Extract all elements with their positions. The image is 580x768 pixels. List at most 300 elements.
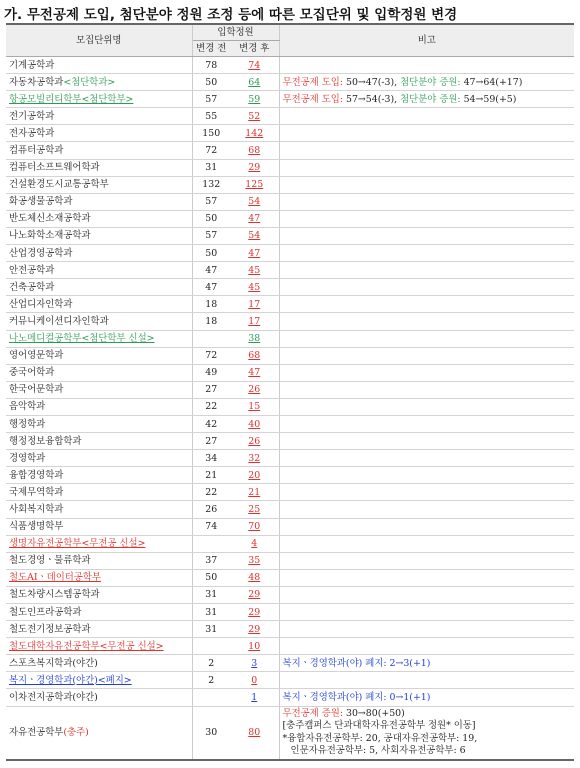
after-value: 45 [248, 281, 261, 293]
table-row [6, 415, 574, 432]
unit-name: 나노화학소재공학과 [9, 230, 91, 242]
unit-name: 스포츠복지학과(야간) [9, 657, 98, 669]
unit-name-cell [6, 74, 192, 91]
remark-line [283, 745, 572, 758]
after-value: 70 [248, 521, 261, 533]
before-cell: 31 [192, 604, 230, 621]
unit-name-suffix: (충주) [63, 727, 89, 739]
table-row [6, 586, 574, 603]
remark-text: 57→54(-3), [345, 93, 401, 105]
remarks-cell [279, 381, 574, 398]
before-cell: 34 [192, 450, 230, 467]
remark-text: 무전공제 증원: [282, 707, 346, 719]
unit-name: 국제무역학과 [9, 486, 64, 498]
remarks-cell [279, 227, 574, 244]
before-cell: 57 [192, 91, 230, 108]
after-cell [230, 159, 279, 176]
after-cell [230, 347, 279, 364]
unit-name: 사회복지학과 [9, 503, 64, 515]
unit-name: 전자공학과 [9, 127, 55, 139]
remark-text: 무전공제 도입: [282, 76, 346, 88]
unit-name: 커뮤니케이션디자인학과 [9, 315, 109, 327]
after-value: 52 [248, 110, 261, 122]
after-value: 74 [248, 59, 261, 71]
table-row [6, 398, 574, 415]
after-cell [230, 604, 279, 621]
remark-text: 인문자유전공학부: 5, 사회자유전공학부: 6 [290, 745, 466, 757]
unit-name-cell [6, 450, 192, 467]
unit-name-cell [6, 586, 192, 603]
after-value: 64 [248, 76, 261, 88]
after-cell [230, 74, 279, 91]
unit-name: 철도전기정보공학과 [9, 623, 91, 635]
after-value: 25 [248, 503, 261, 515]
quota-table [6, 23, 574, 761]
unit-name-cell [6, 535, 192, 552]
before-cell: 150 [192, 125, 230, 142]
unit-name: 건설환경도시교통공학부 [9, 179, 109, 191]
remarks-cell [279, 176, 574, 193]
table-row [6, 142, 574, 159]
table-row [6, 227, 574, 244]
table-body [6, 57, 574, 760]
unit-name: 기계공학과 [9, 59, 55, 71]
after-cell [230, 706, 279, 760]
before-cell: 37 [192, 552, 230, 569]
remark-text: 무전공제 도입: [282, 93, 346, 105]
after-cell [230, 279, 279, 296]
unit-name-cell [6, 552, 192, 569]
unit-name: 행정정보융합학과 [9, 435, 82, 447]
table-row [6, 347, 574, 364]
remarks-cell [279, 193, 574, 210]
unit-name-cell [6, 279, 192, 296]
remarks-cell [279, 604, 574, 621]
after-value: 1 [251, 692, 258, 704]
unit-name-cell [6, 364, 192, 381]
after-value: 21 [248, 486, 261, 498]
after-value: 15 [248, 401, 261, 413]
before-cell: 72 [192, 347, 230, 364]
after-cell [230, 535, 279, 552]
unit-name-cell [6, 245, 192, 262]
table-row [6, 245, 574, 262]
unit-name: 경영학과 [9, 452, 46, 464]
table-row [6, 706, 574, 760]
remarks-cell [279, 142, 574, 159]
remark-text: [충주캠퍼스 단과대학자유전공학부 정원* 이동] [282, 720, 476, 732]
remarks-cell [279, 638, 574, 655]
before-cell: 47 [192, 262, 230, 279]
table-row [6, 74, 574, 91]
remarks-cell [279, 125, 574, 142]
unit-name: 안전공학과 [9, 264, 55, 276]
table-row [6, 655, 574, 672]
after-value: 47 [248, 247, 261, 259]
after-cell [230, 518, 279, 535]
remarks-cell [279, 535, 574, 552]
unit-name-cell [6, 621, 192, 638]
before-cell: 72 [192, 142, 230, 159]
unit-name: 이차전지공학과(야간) [9, 692, 98, 704]
after-cell [230, 501, 279, 518]
unit-name-cell [6, 672, 192, 689]
before-cell: 50 [192, 210, 230, 227]
page-title: 가. 무전공제 도입, 첨단분야 정원 조정 등에 따른 모집단위 및 입학정원 변경 [4, 7, 458, 23]
remarks-cell [279, 347, 574, 364]
unit-name: 행정학과 [9, 418, 46, 430]
after-value: 0 [251, 674, 258, 686]
unit-name: 항공모빌리티학부<첨단학부> [9, 93, 134, 105]
unit-name: 철도대학자유전공학부<무전공 신설> [9, 640, 164, 652]
unit-name-cell [6, 706, 192, 760]
unit-name-cell [6, 689, 192, 706]
before-cell: 57 [192, 227, 230, 244]
before-cell: 50 [192, 569, 230, 586]
remark-text: 47→64(+17) [463, 76, 523, 88]
after-cell [230, 142, 279, 159]
unit-name-cell [6, 569, 192, 586]
table-row [6, 159, 574, 176]
table-row [6, 672, 574, 689]
after-value: 68 [248, 145, 261, 157]
remarks-cell [279, 313, 574, 330]
remarks-cell [279, 415, 574, 432]
remarks-cell [279, 74, 574, 91]
table-row [6, 518, 574, 535]
after-value: 142 [245, 127, 264, 139]
table-row [6, 210, 574, 227]
remarks-cell [279, 279, 574, 296]
after-value: 17 [248, 315, 261, 327]
before-cell: 42 [192, 415, 230, 432]
after-cell [230, 672, 279, 689]
remarks-cell [279, 91, 574, 108]
unit-name: 컴퓨터소프트웨어학과 [9, 162, 100, 174]
header-remarks: 비고 [279, 24, 574, 57]
unit-name-cell [6, 108, 192, 125]
before-cell: 26 [192, 501, 230, 518]
after-cell [230, 245, 279, 262]
unit-name-suffix: <첨단학과> [63, 76, 116, 88]
remark-line [283, 708, 572, 721]
table-row [6, 364, 574, 381]
after-value: 29 [248, 623, 261, 635]
after-value: 54 [248, 196, 261, 208]
remark-text: 복지ㆍ경영학과(야) 폐지: 0→1(+1) [282, 692, 431, 704]
table-row [6, 313, 574, 330]
unit-name-cell [6, 296, 192, 313]
unit-name: 자동차공학과 [9, 76, 64, 88]
after-cell [230, 330, 279, 347]
after-value: 54 [248, 230, 261, 242]
unit-name-cell [6, 210, 192, 227]
unit-name: 전기공학과 [9, 110, 55, 122]
after-cell [230, 569, 279, 586]
after-cell [230, 313, 279, 330]
after-cell [230, 364, 279, 381]
before-cell [192, 689, 230, 706]
unit-name: 중국어학과 [9, 367, 55, 379]
before-cell [192, 535, 230, 552]
remarks-cell [279, 245, 574, 262]
table-row [6, 176, 574, 193]
before-cell: 31 [192, 586, 230, 603]
remark-text: 50→47(-3), [345, 76, 401, 88]
after-value: 40 [248, 418, 261, 430]
table-row [6, 450, 574, 467]
after-cell [230, 210, 279, 227]
after-cell [230, 467, 279, 484]
before-cell: 31 [192, 621, 230, 638]
remarks-cell [279, 364, 574, 381]
unit-name: 컴퓨터공학과 [9, 145, 64, 157]
unit-name-cell [6, 227, 192, 244]
after-value: 17 [248, 298, 261, 310]
after-value: 68 [248, 350, 261, 362]
after-value: 26 [248, 435, 261, 447]
unit-name-cell [6, 467, 192, 484]
after-cell [230, 176, 279, 193]
remarks-cell [279, 706, 574, 760]
unit-name: 산업경영공학과 [9, 247, 73, 259]
unit-name-cell [6, 142, 192, 159]
before-cell: 22 [192, 484, 230, 501]
unit-name: 화공생물공학과 [9, 196, 73, 208]
before-cell: 50 [192, 74, 230, 91]
remarks-cell [279, 621, 574, 638]
unit-name: 나노메디컬공학부<첨단학부 신설> [9, 333, 155, 345]
remark-line [283, 720, 572, 733]
remarks-cell [279, 433, 574, 450]
table-row [6, 91, 574, 108]
after-cell [230, 415, 279, 432]
before-cell: 55 [192, 108, 230, 125]
unit-name-cell [6, 415, 192, 432]
unit-name-cell [6, 262, 192, 279]
table-row [6, 638, 574, 655]
remarks-cell [279, 501, 574, 518]
remarks-cell [279, 467, 574, 484]
after-value: 29 [248, 162, 261, 174]
remark-text: 복지ㆍ경영학과(야) 폐지: 2→3(+1) [282, 657, 431, 669]
table-row [6, 296, 574, 313]
remark-text: 첨단분야 증원: [400, 93, 464, 105]
table-row [6, 125, 574, 142]
before-cell: 21 [192, 467, 230, 484]
unit-name: 영어영문학과 [9, 350, 64, 362]
table-row [6, 535, 574, 552]
before-cell: 30 [192, 706, 230, 760]
before-cell: 78 [192, 57, 230, 74]
after-cell [230, 450, 279, 467]
unit-name-cell [6, 330, 192, 347]
table-row [6, 262, 574, 279]
remarks-cell [279, 450, 574, 467]
after-value: 38 [248, 333, 261, 345]
unit-name: 철도경영ㆍ물류학과 [9, 555, 91, 567]
before-cell: 27 [192, 433, 230, 450]
table-row [6, 108, 574, 125]
unit-name: 음악학과 [9, 401, 46, 413]
unit-name-cell [6, 313, 192, 330]
table-row [6, 501, 574, 518]
table-row [6, 193, 574, 210]
after-value: 3 [251, 657, 258, 669]
remarks-cell [279, 330, 574, 347]
header-quota: 입학정원 [192, 24, 279, 41]
after-value: 4 [251, 538, 258, 550]
table-row [6, 467, 574, 484]
unit-name: 산업디자인학과 [9, 298, 73, 310]
unit-name-cell [6, 176, 192, 193]
before-cell [192, 330, 230, 347]
table-row [6, 604, 574, 621]
unit-name: 식품생명학부 [9, 521, 64, 533]
remarks-cell [279, 159, 574, 176]
unit-name: 건축공학과 [9, 281, 55, 293]
unit-name: 반도체신소재공학과 [9, 213, 91, 225]
after-value: 32 [248, 452, 261, 464]
table-row [6, 689, 574, 706]
unit-name: 융합경영학과 [9, 469, 64, 481]
unit-name-cell [6, 57, 192, 74]
after-cell [230, 57, 279, 74]
after-cell [230, 193, 279, 210]
before-cell: 18 [192, 296, 230, 313]
before-cell: 49 [192, 364, 230, 381]
after-value: 45 [248, 264, 261, 276]
unit-name-cell [6, 91, 192, 108]
before-cell: 27 [192, 381, 230, 398]
after-cell [230, 398, 279, 415]
after-value: 80 [248, 727, 261, 739]
remark-line [283, 733, 572, 746]
unit-name-cell [6, 398, 192, 415]
remark-text: 54→59(+5) [463, 93, 517, 105]
after-value: 47 [248, 213, 261, 225]
after-value: 125 [245, 179, 264, 191]
unit-name-cell [6, 638, 192, 655]
table-row [6, 484, 574, 501]
remarks-cell [279, 262, 574, 279]
remarks-cell [279, 108, 574, 125]
unit-name: 철도인프라공학과 [9, 606, 82, 618]
before-cell: 2 [192, 655, 230, 672]
after-cell [230, 655, 279, 672]
remarks-cell [279, 569, 574, 586]
after-cell [230, 227, 279, 244]
unit-name-cell [6, 125, 192, 142]
before-cell: 74 [192, 518, 230, 535]
before-cell: 57 [192, 193, 230, 210]
table-row [6, 330, 574, 347]
unit-name-cell [6, 501, 192, 518]
before-cell: 31 [192, 159, 230, 176]
remarks-cell [279, 689, 574, 706]
before-cell: 22 [192, 398, 230, 415]
unit-name-cell [6, 433, 192, 450]
header-before: 변경 전 [192, 41, 230, 57]
after-cell [230, 433, 279, 450]
before-cell: 50 [192, 245, 230, 262]
table-row [6, 381, 574, 398]
after-value: 10 [248, 640, 261, 652]
after-cell [230, 552, 279, 569]
after-cell [230, 91, 279, 108]
header-unit: 모집단위명 [6, 24, 192, 57]
unit-name: 철도AIㆍ데이터공학부 [9, 572, 101, 584]
unit-name-cell [6, 518, 192, 535]
unit-name-cell [6, 381, 192, 398]
unit-name: 복지ㆍ경영학과(야간)<폐지> [9, 674, 132, 686]
before-cell: 132 [192, 176, 230, 193]
after-cell [230, 108, 279, 125]
remarks-cell [279, 57, 574, 74]
after-value: 35 [248, 555, 261, 567]
remarks-cell [279, 552, 574, 569]
before-cell: 18 [192, 313, 230, 330]
after-cell [230, 262, 279, 279]
remarks-cell [279, 296, 574, 313]
unit-name-cell [6, 193, 192, 210]
table-row [6, 433, 574, 450]
after-cell [230, 484, 279, 501]
after-cell [230, 689, 279, 706]
before-cell: 47 [192, 279, 230, 296]
unit-name-cell [6, 159, 192, 176]
table-row [6, 57, 574, 74]
after-value: 47 [248, 367, 261, 379]
after-cell [230, 638, 279, 655]
unit-name-cell [6, 484, 192, 501]
after-cell [230, 125, 279, 142]
before-cell: 2 [192, 672, 230, 689]
remarks-cell [279, 672, 574, 689]
remarks-cell [279, 484, 574, 501]
unit-name-cell [6, 604, 192, 621]
remark-text: 30→80(+50) [345, 707, 405, 719]
after-value: 29 [248, 606, 261, 618]
unit-name-cell [6, 347, 192, 364]
table-row [6, 621, 574, 638]
after-cell [230, 381, 279, 398]
remarks-cell [279, 210, 574, 227]
after-cell [230, 296, 279, 313]
remarks-cell [279, 518, 574, 535]
after-value: 48 [248, 572, 261, 584]
remark-text: 첨단분야 증원: [400, 76, 464, 88]
unit-name-cell [6, 655, 192, 672]
after-value: 59 [248, 93, 261, 105]
table-row [6, 279, 574, 296]
after-value: 29 [248, 589, 261, 601]
after-cell [230, 586, 279, 603]
after-cell [230, 621, 279, 638]
unit-name: 한국어문학과 [9, 384, 64, 396]
unit-name: 생명자유전공학부<무전공 신설> [9, 538, 146, 550]
unit-name: 철도차량시스템공학과 [9, 589, 100, 601]
remarks-cell [279, 398, 574, 415]
after-value: 26 [248, 384, 261, 396]
remark-text: *융합자유전공학부: 20, 공대자유전공학부: 19, [282, 732, 478, 744]
table-row [6, 552, 574, 569]
remarks-cell [279, 586, 574, 603]
header-after: 변경 후 [230, 41, 279, 57]
table-row [6, 569, 574, 586]
remarks-cell [279, 655, 574, 672]
unit-name: 자유전공학부 [9, 727, 64, 739]
